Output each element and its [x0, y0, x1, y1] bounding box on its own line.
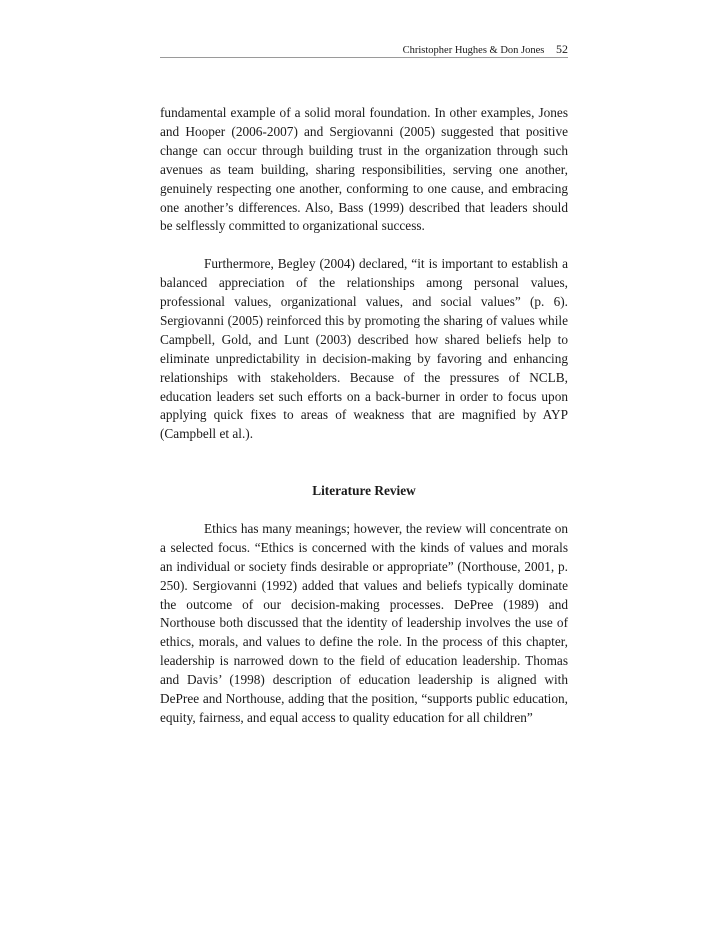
body-paragraph-3: Ethics has many meanings; however, the review will concentrate on a selected focus. “Ethics is concerned with the kinds of values and morals an individual or society finds desirable or appropriate” (Northouse, 2001, p. 250). Sergiovanni (1992) added that values and beliefs typically dominate the outcome of our decision-making processes. DePree (1989) and Northouse both discussed that the identity of leadership involves the use of ethics, morals, and values to define the role. In the process of this chapter, leadership is narrowed down to the field of education leadership. Thomas and Davis’ (1998) description of education leadership is aligned with DePree and Northouse, adding that the position, “supports public education, equity, fairness, and equal access to quality education for all children”	[160, 520, 568, 725]
body-paragraph-1: fundamental example of a solid moral foundation. In other examples, Jones and Hooper (2006-2007) and Sergiovanni (2005) suggested that positive change can occur through building trust in the organization through such avenues as team building, sharing responsibilities, serving one another, genuinely respecting one another, conforming to one cause, and embracing one another’s differences. Also, Bass (1999) described that leaders should be selflessly committed to organizational success.	[160, 105, 568, 234]
header-divider	[160, 57, 568, 58]
running-head	[403, 42, 568, 57]
running-head-authors: Christopher Hughes & Don Jones	[402, 45, 545, 56]
page-header	[160, 38, 568, 58]
section-heading-literature-review: Literature Review	[312, 483, 416, 499]
document-body	[160, 104, 568, 728]
page-number: 52	[556, 42, 568, 56]
body-paragraph-2: Furthermore, Begley (2004) declared, “it is important to establish a balanced appreciation of the relationships among personal values, professional values, organizational values, and social values” (p. 6). Sergiovanni (2005) reinforced this by promoting the sharing of values while Campbell, Gold, and Lunt (2003) described how shared beliefs help to eliminate unpredictability in decision-making by favoring and enhancing relationships with stakeholders. Because of the pressures of NCLB, education leaders set such efforts on a back-burner in order to focus upon applying quick fixes to areas of weakness that are magnified by AYP (Campbell et al.).	[160, 256, 568, 442]
